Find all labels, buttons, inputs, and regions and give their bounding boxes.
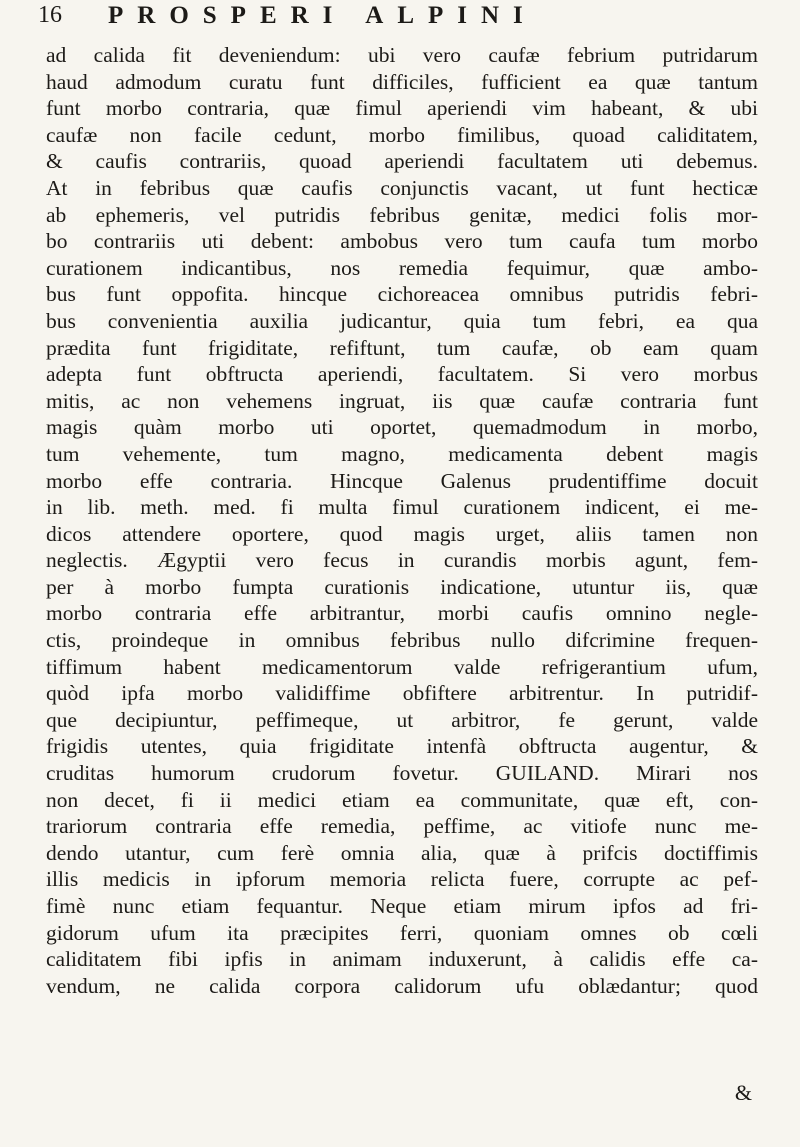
text-line: [46, 361, 758, 388]
text-line: [46, 148, 758, 175]
text-line: [46, 654, 758, 681]
text-line-content: quòd ipfa morbo validiffime obfiftere arbitrentur. In putridif-: [46, 681, 758, 706]
text-line: [46, 866, 758, 893]
page-number: 16: [38, 2, 62, 28]
text-line-content: trariorum contraria effe remedia, peffime, ac vitiofe nunc me-: [46, 814, 758, 839]
text-line-content: cruditas humorum crudorum fovetur. GUILAND. Mirari nos: [46, 761, 758, 786]
text-line: [46, 760, 758, 787]
text-line-content: caufæ non facile cedunt, morbo fimilibus, quoad caliditatem,: [46, 122, 758, 147]
text-line: [46, 600, 758, 627]
text-line: [46, 521, 758, 548]
text-line: [46, 840, 758, 867]
text-line: [46, 733, 758, 760]
text-line-content: vendum, ne calida corpora calidorum ufu oblædantur; quod: [46, 973, 758, 998]
text-line-content: dicos attendere oportere, quod magis urget, aliis tamen non: [46, 521, 758, 546]
text-line: [46, 813, 758, 840]
text-line-content: haud admodum curatu funt difficiles, fufficient ea quæ tantum: [46, 69, 758, 94]
text-line: [46, 95, 758, 122]
text-line-content: ctis, proindeque in omnibus febribus nullo difcrimine frequen-: [46, 628, 758, 653]
text-line-content: bo contrariis uti debent: ambobus vero tum caufa tum morbo: [46, 229, 758, 254]
text-line: [46, 42, 758, 69]
text-line-content: & caufis contrariis, quoad aperiendi facultatem uti debemus.: [46, 149, 758, 174]
text-line: [46, 255, 758, 282]
text-line-content: dendo utantur, cum ferè omnia alia, quæ à prifcis doctiffimis: [46, 840, 758, 865]
text-line: [46, 468, 758, 495]
text-line: [46, 122, 758, 149]
text-line-content: in lib. meth. med. fi multa fimul curationem indicent, ei me-: [46, 495, 758, 520]
text-line-content: gidorum ufum ita præcipites ferri, quoniam omnes ob cœli: [46, 920, 758, 945]
text-line: [46, 175, 758, 202]
text-line: [46, 228, 758, 255]
text-line-content: bus convenientia auxilia judicantur, quia tum febri, ea qua: [46, 308, 758, 333]
text-line: [46, 787, 758, 814]
text-line-content: magis quàm morbo uti oportet, quemadmodum in morbo,: [46, 415, 758, 440]
catchword: &: [734, 1080, 752, 1105]
text-line-content: morbo effe contraria. Hincque Galenus prudentiffime docuit: [46, 468, 758, 493]
text-line-content: neglectis. Ægyptii vero fecus in curandis morbis agunt, fem-: [46, 548, 758, 573]
text-line-content: bus funt oppofita. hincque cichoreacea omnibus putridis febri-: [46, 282, 758, 307]
text-line-content: fimè nunc etiam fequantur. Neque etiam mirum ipfos ad fri-: [46, 894, 758, 918]
body-text: [46, 42, 758, 999]
text-line-content: per à morbo fumpta curationis indicatione, utuntur iis, quæ: [46, 574, 758, 599]
text-line: [46, 335, 758, 362]
text-line-content: morbo contraria effe arbitrantur, morbi caufis omnino negle-: [46, 601, 758, 626]
text-line-content: ab ephemeris, vel putridis febribus genitæ, medici folis mor-: [46, 202, 758, 227]
text-line: [46, 893, 758, 920]
text-line-content: caliditatem fibi ipfis in animam induxerunt, à calidis effe ca-: [46, 947, 758, 972]
text-line: [46, 202, 758, 229]
text-line: [46, 414, 758, 441]
text-line: [46, 281, 758, 308]
text-line: [46, 627, 758, 654]
text-line-content: prædita funt frigiditate, refiftunt, tum caufæ, ob eam quam: [46, 335, 758, 360]
text-line: [46, 494, 758, 521]
text-line-content: At in febribus quæ caufis conjunctis vacant, ut funt hecticæ: [46, 175, 758, 200]
text-line-content: funt morbo contraria, quæ fimul aperiendi vim habeant, & ubi: [46, 96, 758, 121]
text-line-content: ad calida fit deveniendum: ubi vero caufæ febrium putridarum: [46, 43, 758, 67]
page-header: [38, 2, 758, 36]
text-line-content: tum vehemente, tum magno, medicamenta debent magis: [46, 441, 758, 466]
text-line-content: frigidis utentes, quia frigiditate intenfà obftructa augentur, &: [46, 734, 758, 759]
text-line: [46, 308, 758, 335]
text-line-content: tiffimum habent medicamentorum valde refrigerantium ufum,: [46, 654, 758, 679]
text-line: [46, 69, 758, 96]
text-line: [46, 441, 758, 468]
text-line: [46, 973, 758, 1000]
text-line: [46, 920, 758, 947]
text-line-content: illis medicis in ipforum memoria relicta fuere, corrupte ac pef-: [46, 867, 758, 892]
text-line-content: mitis, ac non vehemens ingruat, iis quæ caufæ contraria funt: [46, 388, 758, 413]
text-line: [46, 707, 758, 734]
text-line-content: non decet, fi ii medici etiam ea communitate, quæ eft, con-: [46, 787, 758, 812]
text-line-content: que decipiuntur, peffimeque, ut arbitror, fe gerunt, valde: [46, 707, 758, 732]
text-line: [46, 680, 758, 707]
text-line-content: adepta funt obftructa aperiendi, facultatem. Si vero morbus: [46, 362, 758, 387]
running-title: PROSPERI ALPINI: [108, 2, 537, 29]
text-line: [46, 547, 758, 574]
text-line-content: curationem indicantibus, nos remedia fequimur, quæ ambo-: [46, 255, 758, 280]
text-line: [46, 388, 758, 415]
text-line: [46, 946, 758, 973]
text-line: [46, 574, 758, 601]
